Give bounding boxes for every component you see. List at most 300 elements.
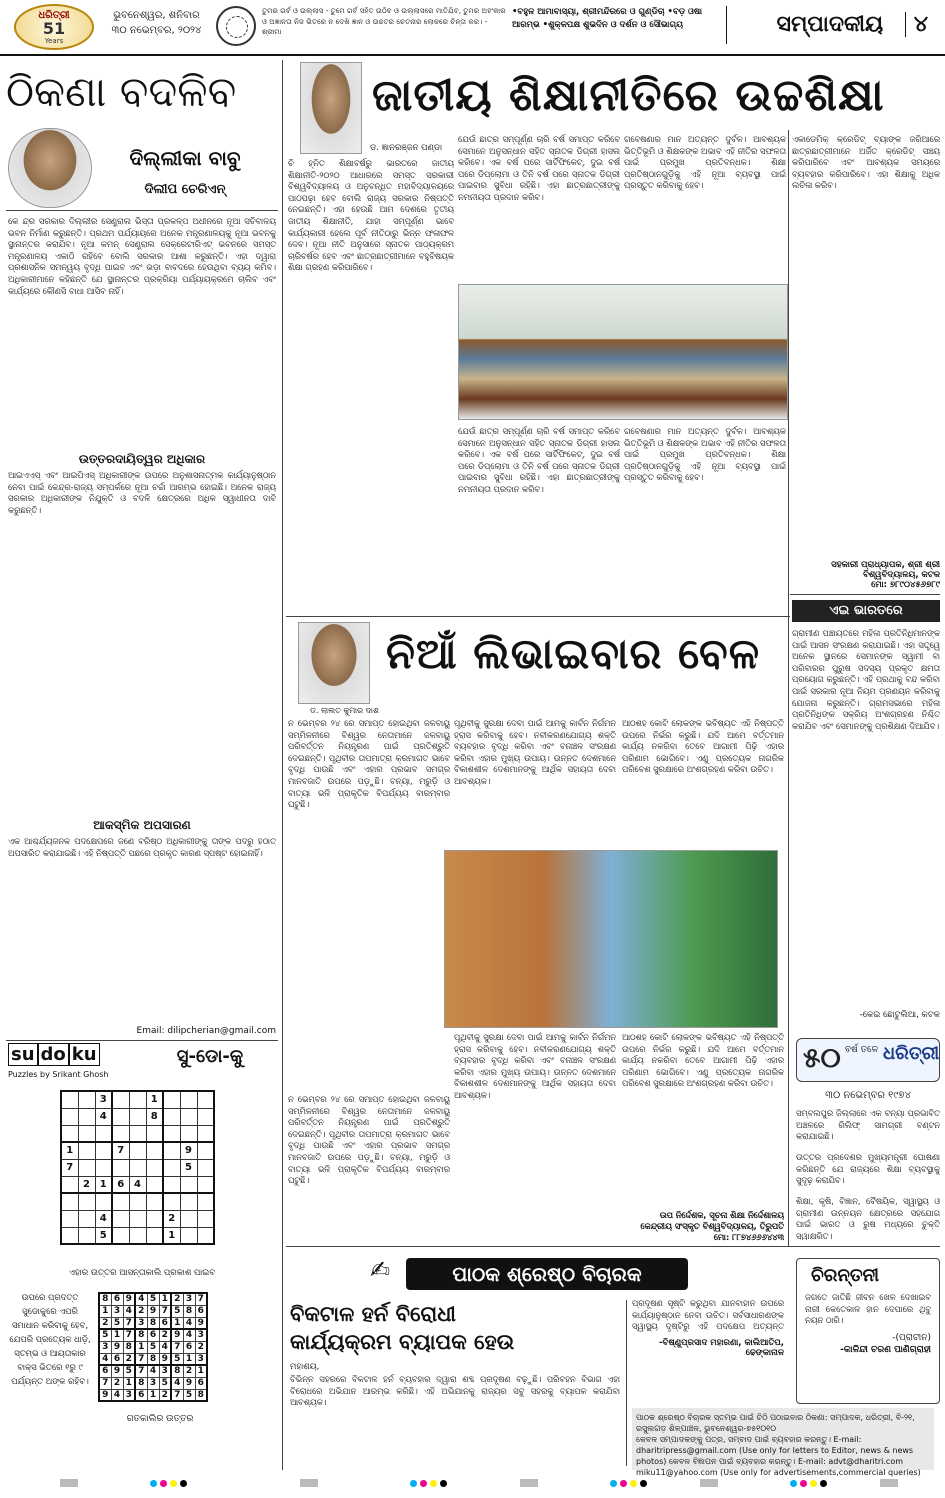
solution-cell: 8 <box>147 1353 159 1365</box>
logo-name: ଧରିତ୍ରୀ <box>38 10 70 21</box>
col1-subhead-1: ଉତ୍ତରଦାୟିତ୍ୱର ଅଧିକାର <box>78 452 206 466</box>
solution-row <box>99 1305 207 1317</box>
sudoku-cell[interactable] <box>129 1108 146 1125</box>
sudoku-cell[interactable]: 1 <box>163 1227 180 1244</box>
solution-cell: 5 <box>183 1389 195 1401</box>
sudoku-cell[interactable] <box>180 1210 197 1227</box>
chirantani-title: ଚିରନ୍ତନୀ <box>811 1265 880 1286</box>
solution-cell: 6 <box>183 1341 195 1353</box>
sudoku-cell[interactable] <box>146 1227 163 1244</box>
daily-quote: ତୁମର ଗର୍ବ ଓ ଉଲ୍ଲାସ - ତୁମେ ଗର୍ବ ସହିତ ଉଠିବ ଓ ଉଲ୍ଲାସରେ ମାତିଯିବ, ତୁମର ଅହଂକାର ଓ ଅଜ୍ଞାନତା ନିଜ ଭିତରେ ନ ଦେଖି ଜ୍ଞାନ ଓ ଉଚ୍ଚତର ଚେତନାର ଲୋକରେ ଚିନ୍ତା କର। - ଶ୍ରୀମା <box>262 6 506 36</box>
article1-body-b: ଯେଉଁ ଛାତ୍ର ସମ୍ପୂର୍ଣ୍ଣ ଚାରି ବର୍ଷ ସମାପ୍ତ କରିବେ ସେମାନେ ଅନୁସନ୍ଧାନ ସହିତ ସ୍ନାତକ ଡିଗ୍ରୀ ହାସଲ କରିବେ। ଏକ ବର୍ଷ ପରେ ସାର୍ଟିଫିକେଟ୍, ଦୁଇ ବର୍ଷ ପରେ ଡିପ୍ଲୋମା ଓ ତିନି ବର୍ଷ ପରେ ସ୍ନାତକ ଡିଗ୍ରୀ ପାଇବାର ସୁବିଧା ରହିଛି। ଏହା ଛାତ୍ରଛାତ୍ରୀଙ୍କୁ ନମନୀୟତା ପ୍ରଦାନ କରିବ। <box>458 134 620 202</box>
sudoku-cell[interactable] <box>112 1125 129 1142</box>
solution-cell: 9 <box>171 1329 183 1341</box>
cmyk-dot <box>420 1480 427 1487</box>
sudoku-cell[interactable] <box>112 1108 129 1125</box>
divider <box>286 1246 940 1247</box>
article2-author: ଡ. ଲାଲତ କୁମାର ଦାଶ <box>310 706 379 715</box>
solution-cell: 1 <box>135 1341 147 1353</box>
article1-portrait-image <box>300 62 362 154</box>
solution-cell: 2 <box>159 1329 171 1341</box>
article2-body-b2: ପୃଥିବୀକୁ ସୁରକ୍ଷା ଦେବା ପାଇଁ ଆମକୁ କାର୍ବନ ନିର୍ଗମନ ହ୍ରାସ କରିବାକୁ ହେବ। ନବୀକରଣଯୋଗ୍ୟ ଶକ୍ତି ବ୍ୟବହାର ବୃଦ୍ଧି କରିବା ଏବଂ ବନାଞ୍ଚଳ ସଂରକ୍ଷଣ କରିବା ଏହାର ମୁଖ୍ୟ ଉପାୟ। ଉନ୍ନତ ଦେଶମାନେ ବିକାଶଶୀଳ ଦେଶମାନଙ୍କୁ ଆର୍ଥିକ ସହାୟତା ଦେବା ଆବଶ୍ୟକ। <box>454 1032 616 1100</box>
solution-cell: 8 <box>123 1341 135 1353</box>
solution-row <box>99 1329 207 1341</box>
sudoku-cell[interactable] <box>163 1125 180 1142</box>
divider <box>6 1040 278 1041</box>
sudoku-row <box>61 1210 214 1227</box>
sudoku-cell[interactable] <box>61 1091 78 1108</box>
reader-salutation: ମହାଶୟ, <box>290 1362 320 1372</box>
sudoku-solution-grid <box>98 1292 208 1402</box>
quill-icon: ✍ <box>369 1256 391 1284</box>
cmyk-dot <box>410 1480 417 1487</box>
sudoku-cell[interactable]: 2 <box>78 1176 95 1193</box>
solution-cell: 5 <box>99 1329 111 1341</box>
sudoku-cell[interactable] <box>129 1193 146 1210</box>
wheel-icon <box>216 6 256 46</box>
sudoku-cell[interactable]: 9 <box>180 1142 197 1159</box>
article2-sign-phone: ମୋ: ୮୮୭୪୬୬୬୪୪୩ <box>713 1232 784 1242</box>
article1-sign-affiliation: ସହକାରୀ ପ୍ରାଧ୍ୟାପକ, ଶ୍ରୀ ଶ୍ରୀ ବିଶ୍ୱବିଦ୍ୟାଳୟ, କଟକ <box>831 560 940 580</box>
sudoku-row <box>61 1227 214 1244</box>
fifty-years-date: ୩୦ ନଭେମ୍ବର ୧୯୭୪ <box>825 1090 911 1101</box>
sudoku-cell[interactable] <box>112 1193 129 1210</box>
article2-portrait-image <box>298 622 370 704</box>
sudoku-cell[interactable] <box>197 1227 214 1244</box>
solution-cell: 9 <box>183 1377 195 1389</box>
solution-row <box>99 1389 207 1401</box>
solution-cell: 3 <box>183 1293 195 1305</box>
sudoku-cell[interactable] <box>163 1159 180 1176</box>
divider <box>6 210 278 211</box>
article1-author-photo <box>300 62 362 154</box>
column-divider <box>788 130 789 1246</box>
sudoku-cell[interactable] <box>180 1125 197 1142</box>
cmyk-dot <box>180 1480 187 1487</box>
sudoku-cell[interactable]: 4 <box>129 1176 146 1193</box>
sudoku-cell[interactable] <box>146 1142 163 1159</box>
solution-row <box>99 1365 207 1377</box>
divider <box>286 616 790 617</box>
sudoku-rules: ଉପରେ ପ୍ରଦତ୍ତ ସୁଡୋକୁରେ ଏପରି ସମାଧାନ କରିବାକୁ ହେବ, ଯେପରି ପ୍ରତ୍ୟେକ ଧାଡ଼ି, ସ୍ତମ୍ଭ ଓ ଆୟତାକାର ବାକ୍ସ ଭିତରେ ୧ରୁ ୯ ପର୍ଯ୍ୟନ୍ତ ଅଙ୍କ ରହିବ। <box>9 1292 91 1386</box>
sudoku-cell[interactable]: 8 <box>146 1108 163 1125</box>
solution-cell: 4 <box>135 1293 147 1305</box>
article2-body-c2: ଆଠଶହ କୋଟି ଲୋକଙ୍କ ଭବିଷ୍ୟତ ଏହି ନିଷ୍ପତ୍ତି ଉପରେ ନିର୍ଭର କରୁଛି। ଯଦି ଆମେ ବର୍ତ୍ତମାନ କାର୍ଯ୍ୟ ନକରିବା ତେବେ ଆଗାମୀ ପିଢ଼ି ଏହାର ପରିଣାମ ଭୋଗିବେ। ଏଣୁ ପ୍ରତ୍ୟେକ ନାଗରିକ ପରିବେଶ ସୁରକ୍ଷାରେ ଅଂଶଗ୍ରହଣ କରିବା ଉଚିତ। <box>622 1032 784 1089</box>
sudoku-cell[interactable]: 5 <box>95 1227 112 1244</box>
fifty-years-number: ୫୦ <box>803 1041 841 1074</box>
solution-row <box>99 1293 207 1305</box>
fifty-years-item-2: ଉତ୍ତର ପ୍ରଦେଶର ମୁଖ୍ୟମନ୍ତ୍ରୀ ଘୋଷଣା କରିଛନ୍ତି ଯେ ରାଜ୍ୟରେ ଶିକ୍ଷା ବ୍ୟବସ୍ଥାକୁ ସୁଦୃଢ଼ କରାଯିବ। <box>796 1152 940 1186</box>
logo-years: 51 <box>42 19 66 38</box>
sudoku-cell[interactable] <box>78 1210 95 1227</box>
solution-cell: 9 <box>195 1317 207 1329</box>
sudoku-cell[interactable] <box>78 1193 95 1210</box>
solution-row <box>99 1341 207 1353</box>
fifty-years-text: ବର୍ଷ ତଳେ <box>845 1045 879 1055</box>
article1-body-c2: ଗବେଷଣାର ମାନ ଅତ୍ୟନ୍ତ ଦୁର୍ବଳ। ଆବଶ୍ୟକ ଭିତ୍ତିଭୂମି ଓ ଶିକ୍ଷକଙ୍କ ଅଭାବ ଏହି ନୀତିର ସଫଳତା ପାଇଁ ପ୍ରମୁଖ ପ୍ରତିବନ୍ଧକ। ଶିକ୍ଷା ପ୍ରତିଷ୍ଠାନଗୁଡ଼ିକୁ ଏହି ନୂଆ ବ୍ୟବସ୍ଥା ପାଇଁ ପ୍ରସ୍ତୁତ କରିବାକୁ ହେବ। <box>624 426 786 483</box>
solution-cell: 2 <box>195 1341 207 1353</box>
sudoku-cell[interactable]: 7 <box>112 1142 129 1159</box>
reader-sign: -ବିଷ୍ଣୁପ୍ରସାଦ ମହାରଣା, କାଲିଆତିପ, ଢେଙ୍କାନାଳ <box>659 1338 784 1358</box>
solution-cell: 7 <box>135 1353 147 1365</box>
solution-cell: 1 <box>111 1329 123 1341</box>
sudoku-cell[interactable]: 1 <box>146 1091 163 1108</box>
cmyk-dot <box>790 1480 797 1487</box>
sudoku-cell[interactable] <box>61 1125 78 1142</box>
sudoku-cell[interactable] <box>95 1142 112 1159</box>
solution-cell: 9 <box>123 1293 135 1305</box>
sudoku-cell[interactable] <box>180 1193 197 1210</box>
solution-cell: 4 <box>183 1329 195 1341</box>
sudoku-cell[interactable] <box>146 1159 163 1176</box>
sudoku-cell[interactable] <box>112 1091 129 1108</box>
sudoku-cell[interactable] <box>112 1227 129 1244</box>
solution-cell: 8 <box>135 1329 147 1341</box>
sudoku-cell[interactable] <box>197 1108 214 1125</box>
section-title <box>726 6 936 44</box>
sudoku-row <box>61 1108 214 1125</box>
sudoku-solution <box>98 1292 208 1402</box>
solution-cell: 3 <box>111 1305 123 1317</box>
sudoku-row <box>61 1159 214 1176</box>
solution-cell: 6 <box>111 1353 123 1365</box>
sudoku-cell[interactable] <box>129 1227 146 1244</box>
solution-cell: 4 <box>171 1377 183 1389</box>
sudoku-cell[interactable] <box>163 1108 180 1125</box>
column-divider <box>626 1300 627 1466</box>
cmyk-dot <box>150 1480 157 1487</box>
sudoku-cell[interactable] <box>163 1142 180 1159</box>
solution-cell: 2 <box>183 1365 195 1377</box>
reader-body-left: ବିଭିନ୍ନ ସହରରେ ବିକଟାଳ ହର୍ନ ବ୍ୟବହାର ଦ୍ୱାରା ଶବ୍ଦ ପ୍ରଦୂଷଣ ବଢ଼ୁଛି। ପରିବହନ ବିଭାଗ ଏହା ବିରୋଧରେ ଅଭିଯାନ ଆରମ୍ଭ କରିଛି। ଏହି ଅଭିଯାନକୁ ରାଜ୍ୟର ସବୁ ସହରକୁ ବ୍ୟାପକ କରାଯିବା ଆବଶ୍ୟକ। <box>290 1374 620 1408</box>
solution-cell: 2 <box>171 1293 183 1305</box>
article2-image <box>444 850 778 1028</box>
sudoku-cell[interactable]: 7 <box>61 1159 78 1176</box>
article1-body-c: ଗବେଷଣାର ମାନ ଅତ୍ୟନ୍ତ ଦୁର୍ବଳ। ଆବଶ୍ୟକ ଭିତ୍ତିଭୂମି ଓ ଶିକ୍ଷକଙ୍କ ଅଭାବ ଏହି ନୀତିର ସଫଳତା ପାଇଁ ପ୍ରମୁଖ ପ୍ରତିବନ୍ଧକ। ଶିକ୍ଷା ପ୍ରତିଷ୍ଠାନଗୁଡ଼ିକୁ ଏହି ନୂଆ ବ୍ୟବସ୍ଥା ପାଇଁ ପ୍ରସ୍ତୁତ କରିବାକୁ ହେବ। <box>624 134 786 191</box>
col1-subhead-2: ଆକସ୍ମିକ ଅପସାରଣ <box>93 818 191 832</box>
article2-body-c: ଆଠଶହ କୋଟି ଲୋକଙ୍କ ଭବିଷ୍ୟତ ଏହି ନିଷ୍ପତ୍ତି ଉପରେ ନିର୍ଭର କରୁଛି। ଯଦି ଆମେ ବର୍ତ୍ତମାନ କାର୍ଯ୍ୟ ନକରିବା ତେବେ ଆଗାମୀ ପିଢ଼ି ଏହାର ପରିଣାମ ଭୋଗିବେ। ଏଣୁ ପ୍ରତ୍ୟେକ ନାଗରିକ ପରିବେଶ ସୁରକ୍ଷାରେ ଅଂଶଗ୍ରହଣ କରିବା ଉଚିତ। <box>622 718 784 775</box>
col1-author: ଦିଲୀପ ଚେରିଏନ୍ <box>144 182 226 197</box>
article1-body-b2: ଯେଉଁ ଛାତ୍ର ସମ୍ପୂର୍ଣ୍ଣ ଚାରି ବର୍ଷ ସମାପ୍ତ କରିବେ ସେମାନେ ଅନୁସନ୍ଧାନ ସହିତ ସ୍ନାତକ ଡିଗ୍ରୀ ହାସଲ କରିବେ। ଏକ ବର୍ଷ ପରେ ସାର୍ଟିଫିକେଟ୍, ଦୁଇ ବର୍ଷ ପରେ ଡିପ୍ଲୋମା ଓ ତିନି ବର୍ଷ ପରେ ସ୍ନାତକ ଡିଗ୍ରୀ ପାଇବାର ସୁବିଧା ରହିଛି। ଏହା ଛାତ୍ରଛାତ୍ରୀଙ୍କୁ ନମନୀୟତା ପ୍ରଦାନ କରିବ। <box>458 426 620 494</box>
section-name: ସମ୍ପାଦକୀୟ <box>776 12 884 37</box>
sudoku-cell[interactable] <box>129 1210 146 1227</box>
sudoku-title-latin <box>8 1044 134 1065</box>
sudoku-cell[interactable] <box>180 1176 197 1193</box>
author-photo <box>8 128 92 208</box>
solution-cell: 1 <box>147 1389 159 1401</box>
sudoku-cell[interactable] <box>129 1091 146 1108</box>
solution-cell: 7 <box>195 1293 207 1305</box>
article2-sign <box>598 1210 784 1243</box>
sudoku-cell[interactable] <box>163 1193 180 1210</box>
reader-body-right: ପ୍ରଦୂଷଣ ସୃଷ୍ଟି କରୁଥିବା ଯାନବାହାନ ଉପରେ କାର୍ଯ୍ୟାନୁଷ୍ଠାନ ନେବା ଉଚିତ। ସର୍ବସାଧାରଣଙ୍କ ସ୍ୱାସ୍ଥ୍ୟ ଦୃଷ୍ଟିରୁ ଏହି ପଦକ୍ଷେପ ଅତ୍ୟନ୍ତ <box>632 1298 784 1332</box>
sudoku-cell[interactable] <box>78 1125 95 1142</box>
solution-cell: 3 <box>195 1329 207 1341</box>
sudoku-cell[interactable] <box>112 1210 129 1227</box>
chirantani-source-2: -କାଳିନ୍ଦୀ ଚରଣ ପାଣିଗ୍ରାହୀ <box>840 1344 931 1355</box>
solution-cell: 5 <box>147 1341 159 1353</box>
sudoku-cell[interactable] <box>61 1227 78 1244</box>
registration-mark <box>300 1479 318 1487</box>
sudoku-cell[interactable]: 4 <box>95 1108 112 1125</box>
dateline <box>104 8 209 38</box>
sudoku-cell[interactable] <box>95 1125 112 1142</box>
solution-cell: 2 <box>135 1305 147 1317</box>
solution-cell: 4 <box>147 1365 159 1377</box>
solution-cell: 8 <box>183 1305 195 1317</box>
sudoku-credit: Puzzles by Srikant Ghosh <box>8 1070 109 1079</box>
solution-row <box>99 1377 207 1389</box>
article2-author-photo <box>298 622 370 704</box>
article2-sign-affiliation: କେନ୍ଦ୍ରୀୟ ସଂସ୍କୃତ ବିଶ୍ୱବିଦ୍ୟାଳୟ, ତିରୁପତି <box>640 1221 784 1231</box>
almanac-note: •ବହୁଳ ଆମାବାସ୍ୟା, ଶ୍ରୀମନ୍ଦିରରେ ଓ ଗୁଣ୍ଡିଚା •ବଡ଼ ଓଷା ଆରମ୍ଭ •ଶୁକ୍ଳପକ୍ଷ ଶୁଭଦିନ ଓ ଦର୍ଶନ ଓ ସୌଭାଗ୍ୟ <box>512 7 703 30</box>
article1-sign-phone: ମୋ: ୭୮୯୦୪୫୬୭୮୯ <box>871 580 940 590</box>
article1-body-a: ଚି ହ୍ନିତ ଶିକ୍ଷାବର୍ଷରୁ ଭାରତରେ ଜାତୀୟ ଶିକ୍ଷାନୀତି-୨୦୨୦ ଆଧାରରେ ସମସ୍ତ ସରକାରୀ ବିଶ୍ୱବିଦ୍ୟାଳୟ ଓ ଅନୁବନ୍ଧିତ ମହାବିଦ୍ୟାଳୟରେ ପାଠପଢ଼ା ହେବ ବୋଲି ରାଜ୍ୟ ସରକାର ନିଷ୍ପତ୍ତି ନେଇଛନ୍ତି। ଏହା ହେଉଛି ଆମ ଦେଶରେ ତୃତୀୟ ଜାତୀୟ ଶିକ୍ଷାନୀତି, ଯାହା ସମ୍ପୂର୍ଣ୍ଣ ଭାବେ କାର୍ଯ୍ୟକାରୀ ହେଲେ ପୂର୍ବ ନୀତିଠାରୁ ଭିନ୍ନ ଫଳାଫଳ ଦେବ। ନୂଆ ନୀତି ଅନୁସାରେ ସ୍ନାତକ ପାଠ୍ୟକ୍ରମ ଚାରିବର୍ଷର ହେବ ଏବଂ ଛାତ୍ରଛାତ୍ରୀମାନେ ବହୁବିଷୟକ ଶିକ୍ଷା ଗ୍ରହଣ କରିପାରିବେ। <box>288 158 454 273</box>
chirantani-body: ଜଗତେ ଜାତିଛି ଜୀବନ ଖେଳ ଦେଖାଇବ ନାରୀ କେତେକାଳ ହାନ ଦେପାରେ ଥିବୁ ନୟନ ଠାରି। <box>805 1292 931 1326</box>
sudoku-cell[interactable] <box>180 1227 197 1244</box>
solution-cell: 3 <box>147 1377 159 1389</box>
article1-image <box>458 284 788 420</box>
sudoku-cell[interactable] <box>180 1108 197 1125</box>
sudoku-cell[interactable]: 3 <box>95 1091 112 1108</box>
sudoku-row <box>61 1091 214 1108</box>
chirantani-box <box>796 1258 940 1404</box>
solution-cell: 7 <box>135 1365 147 1377</box>
col1-headline: ଠିକଣା ବଦଳିବ <box>6 67 237 116</box>
author-email: Email: dilipcherian@gmail.com <box>136 1026 276 1036</box>
solution-cell: 7 <box>171 1341 183 1353</box>
sudoku-cell[interactable] <box>197 1193 214 1210</box>
fifty-years-badge <box>796 1038 940 1082</box>
article2-body-b: ପୃଥିବୀକୁ ସୁରକ୍ଷା ଦେବା ପାଇଁ ଆମକୁ କାର୍ବନ ନିର୍ଗମନ ହ୍ରାସ କରିବାକୁ ହେବ। ନବୀକରଣଯୋଗ୍ୟ ଶକ୍ତି ବ୍ୟବହାର ବୃଦ୍ଧି କରିବା ଏବଂ ବନାଞ୍ଚଳ ସଂରକ୍ଷଣ କରିବା ଏହାର ମୁଖ୍ୟ ଉପାୟ। ଉନ୍ନତ ଦେଶମାନେ ବିକାଶଶୀଳ ଦେଶମାନଙ୍କୁ ଆର୍ଥିକ ସହାୟତା ଦେବା ଆବଶ୍ୟକ। <box>454 718 616 786</box>
solution-cell: 6 <box>195 1377 207 1389</box>
books-apple-image <box>458 284 788 420</box>
solution-cell: 4 <box>111 1389 123 1401</box>
sudoku-cell[interactable] <box>129 1159 146 1176</box>
col1-body-3: ଏକ ଆଶ୍ଚର୍ଯ୍ୟଜନକ ପଦକ୍ଷେପରେ ଜଣେ ବରିଷ୍ଠ ଅଧିକାରୀଙ୍କୁ ତାଙ୍କ ପଦରୁ ହଠାତ୍ ଅପସାରିତ କରାଯାଇଛି। ଏହି ନିଷ୍ପତ୍ତି ପଛରେ ପ୍ରକୃତ କାରଣ ସ୍ପଷ୍ଟ ହୋଇନାହିଁ। <box>8 836 276 858</box>
solution-cell: 8 <box>135 1377 147 1389</box>
solution-cell: 8 <box>195 1389 207 1401</box>
sudoku-row <box>61 1176 214 1193</box>
sudoku-cell[interactable]: 6 <box>112 1176 129 1193</box>
sudoku-cell[interactable] <box>112 1159 129 1176</box>
masthead <box>0 0 945 56</box>
solution-row <box>99 1317 207 1329</box>
cmyk-dot <box>160 1480 167 1487</box>
cmyk-dot <box>810 1480 817 1487</box>
solution-cell: 2 <box>111 1377 123 1389</box>
solution-cell: 5 <box>123 1365 135 1377</box>
article1-headline: ଜାତୀୟ ଶିକ୍ଷାନୀତିରେ ଉଚ୍ଚଶିକ୍ଷା <box>372 70 885 121</box>
solution-cell: 1 <box>99 1305 111 1317</box>
chirantani-source-1: -(ପ୍ରାଚୀନ) <box>892 1332 931 1343</box>
solution-cell: 9 <box>111 1365 123 1377</box>
sudoku-cell[interactable]: 4 <box>95 1210 112 1227</box>
sudoku-cell[interactable] <box>197 1176 214 1193</box>
sudoku-cell[interactable] <box>129 1142 146 1159</box>
sudoku-row <box>61 1193 214 1210</box>
article1-body-d: ଏକାଡେମିକ୍ କ୍ରେଡିଟ୍ ବ୍ୟାଙ୍କ ଜରିଆରେ ଛାତ୍ରଛାତ୍ରୀମାନେ ଅର୍ଜିତ କ୍ରେଡିଟ୍ ସଞ୍ଚୟ କରିପାରିବେ ଏବଂ ଆବଶ୍ୟକ ସମୟରେ ବ୍ୟବହାର କରିପାରିବେ। ଏହା ଶିକ୍ଷାକୁ ଅଧିକ ଲଚିଳା କରିବ। <box>792 134 940 191</box>
solution-cell: 9 <box>99 1389 111 1401</box>
solution-cell: 7 <box>159 1305 171 1317</box>
cmyk-dot <box>800 1480 807 1487</box>
solution-cell: 3 <box>195 1353 207 1365</box>
registration-mark <box>700 1479 718 1487</box>
cmyk-dot <box>620 1480 627 1487</box>
solution-cell: 4 <box>183 1317 195 1329</box>
solution-cell: 2 <box>159 1389 171 1401</box>
cmyk-dot <box>630 1480 637 1487</box>
contact-emails: କେବଳ ସମ୍ପାଦକଙ୍କୁ ପତ୍ର, ସମ୍ବାଦ ପାଇଁ ବ୍ୟବହାର କରନ୍ତୁ। E-mail: dharitripress@gmail.com (Use only for letters to Editor, news & news photos) କେବଳ ବିଜ୍ଞାପନ ପାଇଁ ବ୍ୟବହାର କରନ୍ତୁ। E-mail: advt@dharitri.com <box>636 1435 914 1466</box>
contact-advt-email: miku11@yahoo.com (Use only for advertisements,commercial queries) <box>636 1468 921 1477</box>
solution-cell: 6 <box>195 1305 207 1317</box>
cmyk-dot <box>610 1480 617 1487</box>
solution-cell: 3 <box>123 1389 135 1401</box>
solution-cell: 8 <box>99 1293 111 1305</box>
sudoku-ku: ku <box>69 1043 100 1066</box>
solution-cell: 1 <box>195 1365 207 1377</box>
cmyk-dot <box>640 1480 647 1487</box>
article1-sign <box>792 560 940 590</box>
sudoku-cell[interactable] <box>146 1176 163 1193</box>
solution-cell: 5 <box>171 1353 183 1365</box>
sudoku-cell[interactable] <box>78 1091 95 1108</box>
sudoku-cell[interactable] <box>61 1176 78 1193</box>
sudoku-cell[interactable] <box>95 1159 112 1176</box>
solution-cell: 6 <box>111 1293 123 1305</box>
sudoku-cell[interactable]: 1 <box>95 1176 112 1193</box>
dateline-place: ଭୁବନେଶ୍ୱର, ଶନିବାର <box>113 10 200 21</box>
cmyk-dot <box>430 1480 437 1487</box>
solution-cell: 6 <box>147 1329 159 1341</box>
fifty-years-brand: ଧରିତ୍ରୀ <box>883 1043 940 1064</box>
sudoku-cell[interactable] <box>61 1210 78 1227</box>
sudoku-cell[interactable] <box>146 1210 163 1227</box>
solution-cell: 7 <box>171 1389 183 1401</box>
solution-label: ଗତକାଲିର ଉତ୍ତର <box>126 1414 194 1424</box>
sudoku-puzzle <box>60 1090 215 1245</box>
cmyk-dot <box>440 1480 447 1487</box>
sudoku-cell[interactable] <box>61 1193 78 1210</box>
col1-body-2: ଆଇଏଏସ୍ ଏବଂ ଆଇପିଏସ୍ ଅଧିକାରୀଙ୍କ ଉପରେ ଅନୁଶାସନାତ୍ମକ କାର୍ଯ୍ୟାନୁଷ୍ଠାନ ନେବା ପାଇଁ କେନ୍ଦ୍ର-ରାଜ୍ୟ ସମ୍ପର୍କରେ ନୂଆ ଚର୍ଚ୍ଚା ଆରମ୍ଭ ହୋଇଛି। ଅନେକ ରାଜ୍ୟ ସରକାର ଅଧିକାରୀଙ୍କ ନିଯୁକ୍ତି ଓ ବଦଳି କ୍ଷେତ୍ରରେ ଅଧିକ ସ୍ୱାଧୀନତା ଦାବି କରୁଛନ୍ତି। <box>8 470 276 515</box>
sudoku-su: su <box>8 1043 38 1066</box>
reader-banner: ପାଠକ ଶ୍ରେଷ୍ଠ ବିଚାରକ <box>406 1258 688 1290</box>
registration-mark <box>520 1479 538 1487</box>
sudoku-cell[interactable] <box>197 1125 214 1142</box>
solution-cell: 2 <box>99 1317 111 1329</box>
sudoku-cell[interactable] <box>197 1091 214 1108</box>
sudoku-cell[interactable] <box>78 1108 95 1125</box>
solution-cell: 1 <box>123 1377 135 1389</box>
solution-cell: 7 <box>99 1377 111 1389</box>
solution-cell: 2 <box>123 1353 135 1365</box>
reader-headline-line-1: ବିକଟାଳ ହର୍ନ ବିରୋଧୀ <box>290 1302 457 1326</box>
col1-body-1: କେ ନ୍ଦ୍ର ସରକାର ଦିଲ୍ଲୀର ସେଣ୍ଟ୍ରାଲ ଭିସ୍ତା ପ୍ରକଳ୍ପ ଅଧୀନରେ ନୂଆ ସଚିବାଳୟ ଭବନ ନିର୍ମାଣ କରୁଛନ୍ତି। ପ୍ରଥମ ପର୍ଯ୍ୟାୟରେ ଅନେକ ମନ୍ତ୍ରଣାଳୟକୁ ନୂଆ ଭବନକୁ ସ୍ଥାନାନ୍ତର କରାଯିବ। ନୂଆ କମନ୍ ସେଣ୍ଟ୍ରାଲ ସେକ୍ରେଟାରିଏଟ୍ ଭବନରେ ସମସ୍ତ ମନ୍ତ୍ରଣାଳୟ ଏକାଠି ରହିବେ ବୋଲି ସରକାର ଆଶା କରୁଛନ୍ତି। ଏହା ଦ୍ୱାରା ପ୍ରଶାସନିକ ସମନ୍ୱୟ ବୃଦ୍ଧି ପାଇବ ଏବଂ ଭଡ଼ା ବାବଦରେ ହେଉଥିବା ବ୍ୟୟ କମିବ। ଅଧିକାରୀମାନେ କହିଛନ୍ତି ଯେ ସ୍ଥାନାନ୍ତର ପ୍ରକ୍ରିୟା ପର୍ଯ୍ୟାୟକ୍ରମେ ଚାଲିବ ଏବଂ କାର୍ଯ୍ୟରେ କୌଣସି ବାଧା ଆସିବ ନାହିଁ। <box>8 216 276 296</box>
author-portrait-image <box>8 128 92 208</box>
article2-headline: ନିଆଁ ଲିଭାଇବାର ବେଳ <box>386 629 761 678</box>
sudoku-cell[interactable] <box>95 1193 112 1210</box>
page-number: ୪ <box>905 12 928 37</box>
solution-cell: 3 <box>99 1341 111 1353</box>
sudoku-cell[interactable]: 1 <box>61 1142 78 1159</box>
solution-cell: 7 <box>123 1317 135 1329</box>
solution-cell: 5 <box>159 1377 171 1389</box>
today-in-india-title: ଏଇ ଭାରତରେ <box>792 600 940 622</box>
solution-cell: 4 <box>99 1353 111 1365</box>
solution-cell: 9 <box>147 1305 159 1317</box>
sudoku-cell[interactable] <box>163 1091 180 1108</box>
sudoku-cell[interactable] <box>197 1142 214 1159</box>
solution-cell: 5 <box>111 1317 123 1329</box>
cmyk-dot <box>820 1480 827 1487</box>
sudoku-cell[interactable] <box>180 1091 197 1108</box>
article1-author: ଡ. ଜ୍ଞାନରଞ୍ଜନ ପଣ୍ଡା <box>370 143 443 153</box>
sudoku-do: do <box>38 1043 69 1066</box>
sudoku-cell[interactable] <box>78 1142 95 1159</box>
solution-cell: 6 <box>159 1317 171 1329</box>
fifty-years-item-3: ଶିକ୍ଷା, କୃଷି, ବିଜ୍ଞାନ, ବୈଷୟିକ, ସ୍ୱାସ୍ଥ୍ୟ ଓ ଗ୍ରାମୀଣ ଉନ୍ନୟନ କ୍ଷେତ୍ରରେ ସହଯୋଗ ପାଇଁ ଭାରତ ଓ ରୁଷ ମଧ୍ୟରେ ଚୁକ୍ତି ସ୍ୱାକ୍ଷରିତ। <box>796 1196 940 1240</box>
sudoku-cell[interactable] <box>197 1210 214 1227</box>
sudoku-cell[interactable] <box>146 1193 163 1210</box>
climate-globe-image <box>444 850 778 1028</box>
solution-cell: 5 <box>171 1305 183 1317</box>
solution-cell: 7 <box>123 1329 135 1341</box>
fifty-years-item-1: ସମ୍ବଲପୁର ଜିଲ୍ଲାରେ ଏକ ବନ୍ୟା ପ୍ରଭାବିତ ଅଞ୍ଚଳରେ ରିଲିଫ୍ ସାମଗ୍ରୀ ବଣ୍ଟନ କରାଯାଇଛି। <box>796 1108 940 1142</box>
solution-cell: 1 <box>159 1293 171 1305</box>
sudoku-note: ଏହାର ଉତ୍ତର ଆସନ୍ତାକାଲି ପ୍ରକାଶ ପାଇବ <box>68 1268 216 1278</box>
solution-cell: 1 <box>183 1353 195 1365</box>
solution-cell: 8 <box>171 1365 183 1377</box>
dateline-date: ୩୦ ନଭେମ୍ବର, ୨୦୨୪ <box>111 25 202 36</box>
sudoku-cell[interactable]: 5 <box>180 1159 197 1176</box>
sudoku-grid[interactable] <box>60 1090 215 1245</box>
solution-cell: 1 <box>171 1317 183 1329</box>
sudoku-cell[interactable] <box>61 1108 78 1125</box>
sudoku-title-odia: ସୁ-ଡୋ-କୁ <box>176 1046 244 1067</box>
contact-box <box>632 1408 934 1477</box>
sudoku-cell[interactable] <box>163 1176 180 1193</box>
sudoku-cell[interactable]: 2 <box>163 1210 180 1227</box>
solution-cell: 9 <box>159 1353 171 1365</box>
solution-cell: 6 <box>135 1389 147 1401</box>
logo-years-label: Years <box>44 37 64 45</box>
sudoku-cell[interactable] <box>197 1159 214 1176</box>
divider <box>790 594 940 595</box>
article2-sign-title: ଉପ ନିର୍ଦ୍ଦେଶକ, ସୂଚନା ଶିକ୍ଷା ନିର୍ଦ୍ଦେଶାଳୟ <box>659 1210 784 1220</box>
solution-cell: 4 <box>123 1305 135 1317</box>
column-divider <box>282 60 283 1470</box>
sudoku-cell[interactable] <box>146 1125 163 1142</box>
sudoku-cell[interactable] <box>78 1159 95 1176</box>
today-in-india-body: ଗ୍ରାମୀଣ ପଞ୍ଚାୟତରେ ମହିଳା ପ୍ରତିନିଧିମାନଙ୍କ ପାଇଁ ଆସନ ସଂରକ୍ଷଣ କରାଯାଇଛି। ଏହା ସତ୍ତ୍ୱେ ଅନେକ ସ୍ଥାନରେ ସେମାନଙ୍କ ସ୍ୱାମୀ ବା ପରିବାରର ପୁରୁଷ ସଦସ୍ୟ ପ୍ରକୃତ କ୍ଷମତା ପ୍ରୟୋଗ କରୁଛନ୍ତି। ଏହି ପ୍ରଥାକୁ ବନ୍ଦ କରିବା ପାଇଁ ସରକାର ନୂଆ ନିୟମ ପ୍ରଣୟନ କରିବାକୁ ଯୋଜନା କରୁଛନ୍ତି। ଗ୍ରାମସଭାରେ ମହିଳା ପ୍ରତିନିଧିଙ୍କ ସକ୍ରିୟ ଅଂଶଗ୍ରହଣ ନିଶ୍ଚିତ କରାଯିବ ଏବଂ ସେମାନଙ୍କୁ ପ୍ରଶିକ୍ଷଣ ଦିଆଯିବ। <box>792 628 940 731</box>
column-name: ଦିଲ୍ଲୀକା ବାବୁ <box>129 146 241 170</box>
sudoku-row <box>61 1142 214 1159</box>
sudoku-row <box>61 1125 214 1142</box>
reader-headline-line-2: କାର୍ଯ୍ୟକ୍ରମ ବ୍ୟାପକ ହେଉ <box>290 1330 515 1354</box>
today-in-india-source: -କେଇ ଛୋଟୁଲିଆ, କଟକ <box>859 1010 940 1020</box>
solution-row <box>99 1353 207 1365</box>
article2-body-a2: ନ ଭେମ୍ବର ୨୪ ରେ ସମାପ୍ତ ହୋଇଥିବା ଜଳବାୟୁ ସମ୍ମିଳନୀରେ ବିଶ୍ୱର ନେତାମାନେ ଜଳବାୟୁ ପରିବର୍ତ୍ତନ ନିୟନ୍ତ୍ରଣ ପାଇଁ ପ୍ରତିଶ୍ରୁତି ଦେଇଛନ୍ତି। ପୃଥିବୀର ତାପମାତ୍ରା କ୍ରମାଗତ ଭାବେ ବୃଦ୍ଧି ପାଉଛି ଏବଂ ଏହାର ପ୍ରଭାବ ସମଗ୍ର ମାନବଜାତି ଉପରେ ପଡ଼ୁଛି। ବନ୍ୟା, ମରୁଡ଼ି ଓ ବାତ୍ୟା ଭଳି ପ୍ରାକୃତିକ ବିପର୍ଯ୍ୟୟ ବାରମ୍ବାର ଘଟୁଛି। <box>288 1094 450 1186</box>
solution-cell: 8 <box>147 1317 159 1329</box>
reader-headline <box>290 1300 630 1356</box>
contact-address: ପାଠକ ଶ୍ରେଷ୍ଠ ବିଚାରକ ସ୍ତମ୍ଭ ପାଇଁ ଚିଠି ପଠାଇବାର ଠିକଣା: ସମ୍ପାଦକ, ଧରିତ୍ରୀ, ବି-୨୧, ରସୁଲଗଡ଼ ଶିଳ୍ପାଞ୍ଚଳ, ଭୁବନେଶ୍ୱର-୭୫୧୦୧୦ <box>636 1413 915 1433</box>
sudoku-cell[interactable] <box>78 1227 95 1244</box>
cmyk-dot <box>170 1480 177 1487</box>
solution-cell: 4 <box>159 1341 171 1353</box>
solution-cell: 9 <box>111 1341 123 1353</box>
registration-mark <box>60 1479 78 1487</box>
sudoku-cell[interactable] <box>129 1125 146 1142</box>
